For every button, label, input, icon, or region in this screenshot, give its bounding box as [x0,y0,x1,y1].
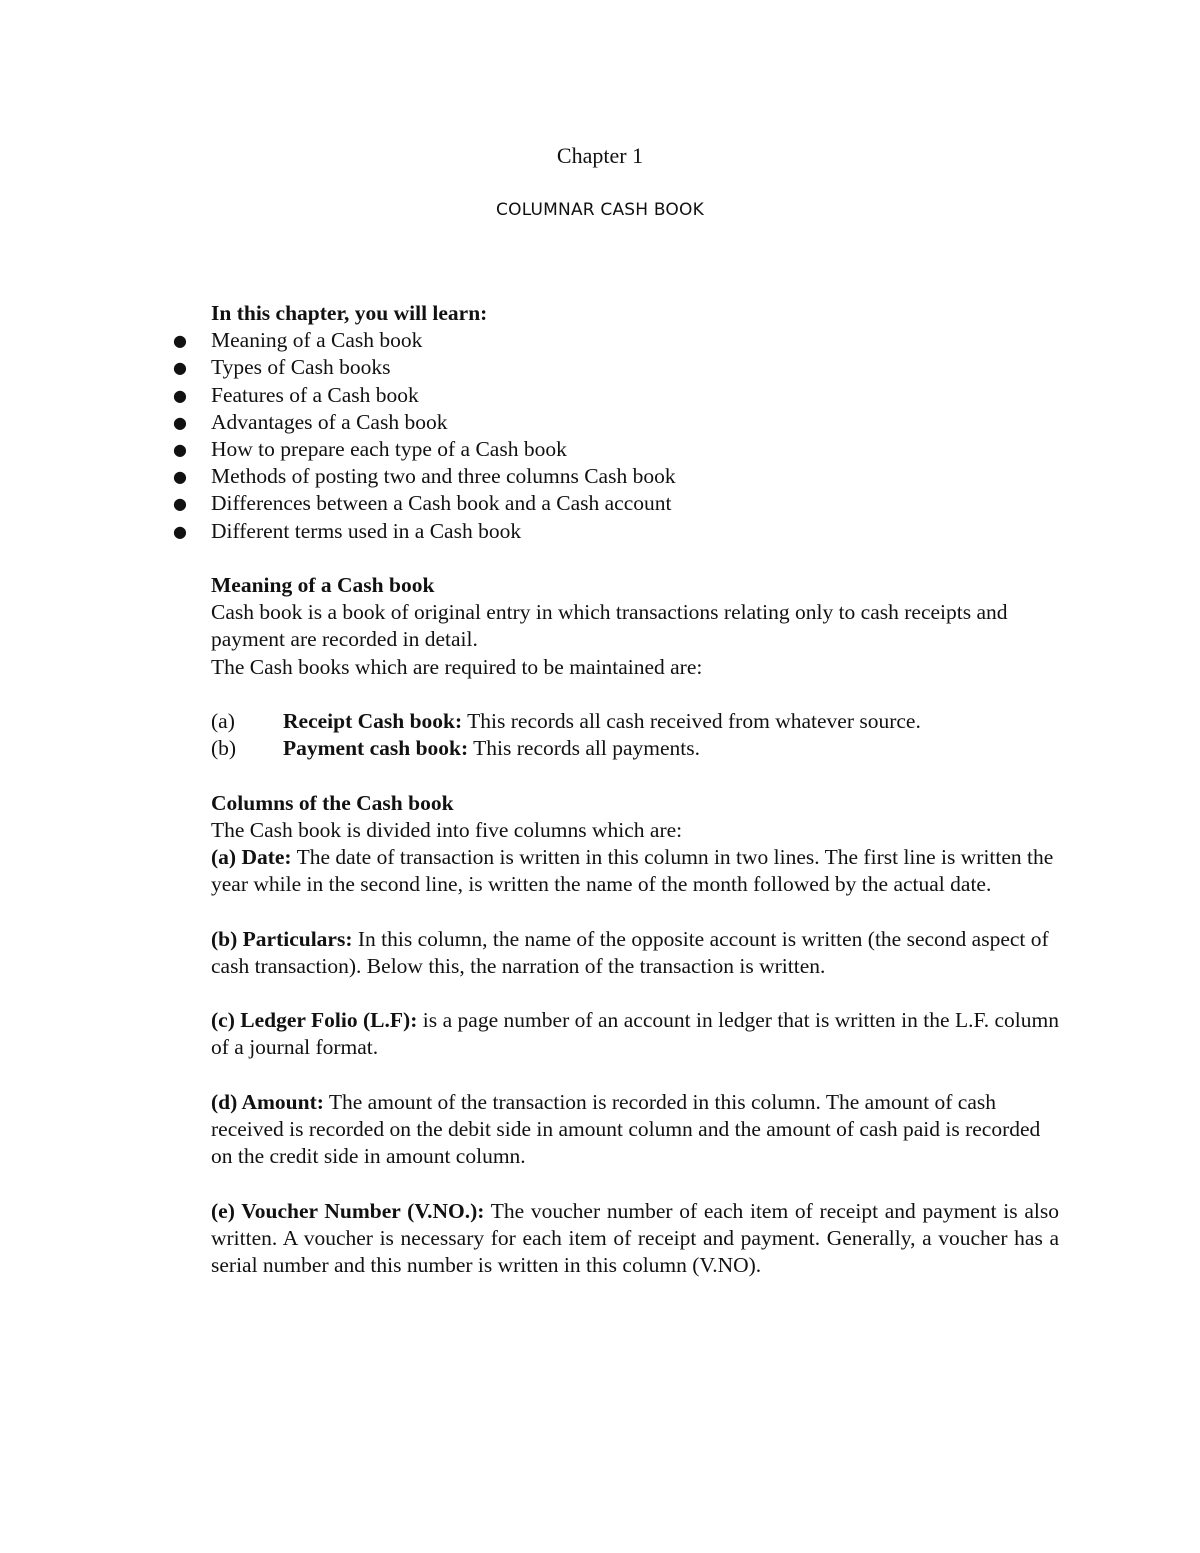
learn-list [173,327,1059,545]
cashbook-type-item: (a) Receipt Cash book: This records all cash received from whatever source. [211,708,1059,735]
term: Payment cash book: [283,736,469,761]
bullet-icon: ● [173,331,187,351]
column-item-amount: (d) Amount: The amount of the transaction is recorded in this column. The amount of cash received is recorded on the debit side in amount column and the amount of cash paid is recorded on the credit side in amount column. [211,1089,1041,1169]
bullet-icon: ● [173,358,187,378]
bullet-icon: ● [173,385,187,405]
meaning-paragraph: Cash book is a book of original entry in which transactions relating only to cash receipts and payment are recorded in detail. [211,600,1008,652]
list-item: ● Different terms used in a Cash book [211,518,1059,545]
bullet-icon: ● [173,440,187,460]
chapter-number: Chapter 1 [556,143,644,168]
enum-label: (a) [211,709,235,734]
list-item: ● Methods of posting two and three columns Cash book [211,463,1059,490]
list-item: ● Features of a Cash book [211,382,1059,409]
learn-intro: In this chapter, you will learn: [211,301,488,325]
columns-intro: The Cash book is divided into five columns which are: [211,817,683,842]
meaning-paragraph-2: The Cash books which are required to be maintained are: [211,654,703,679]
meaning-heading: Meaning of a Cash book [211,573,435,598]
list-item: ● Types of Cash books [211,354,1059,381]
list-item: ● Advantages of a Cash book [211,409,1059,436]
column-item-particulars: (b) Particulars: In this column, the name of the opposite account is written (the second aspect of cash transaction). Below this, the narration of the transaction is written. [211,926,1049,978]
list-item: ● Differences between a Cash book and a Cash account [211,490,1059,517]
chapter-title: COLUMNAR CASH BOOK [496,200,704,220]
enum-label: (b) [211,736,237,761]
chapter-content [173,300,1059,1279]
columns-heading: Columns of the Cash book [211,790,454,815]
column-item-ledger-folio: (c) Ledger Folio (L.F): is a page number of an account in ledger that is written in the L.F. column of a journal format. [211,1008,1059,1060]
list-item: ● How to prepare each type of a Cash book [211,436,1059,463]
bullet-icon: ● [173,467,187,487]
bullet-icon: ● [173,494,187,514]
column-item-date: (a) Date: The date of transaction is written in this column in two lines. The first line is written the year while in the second line, is written the name of the month followed by the actual date. [211,845,1054,897]
term: Receipt Cash book: [283,709,463,734]
cashbook-type-item: (b) Payment cash book: This records all payments. [211,735,1059,762]
bullet-icon: ● [173,521,187,541]
list-item: ● Meaning of a Cash book [211,327,1059,354]
column-item-voucher-number: (e) Voucher Number (V.NO.): The voucher number of each item of receipt and payment is also written. A voucher is necessary for each item of receipt and payment. Generally, a voucher has a serial number and this number is written in this column (V.NO). [211,1198,1059,1277]
bullet-icon: ● [173,412,187,432]
